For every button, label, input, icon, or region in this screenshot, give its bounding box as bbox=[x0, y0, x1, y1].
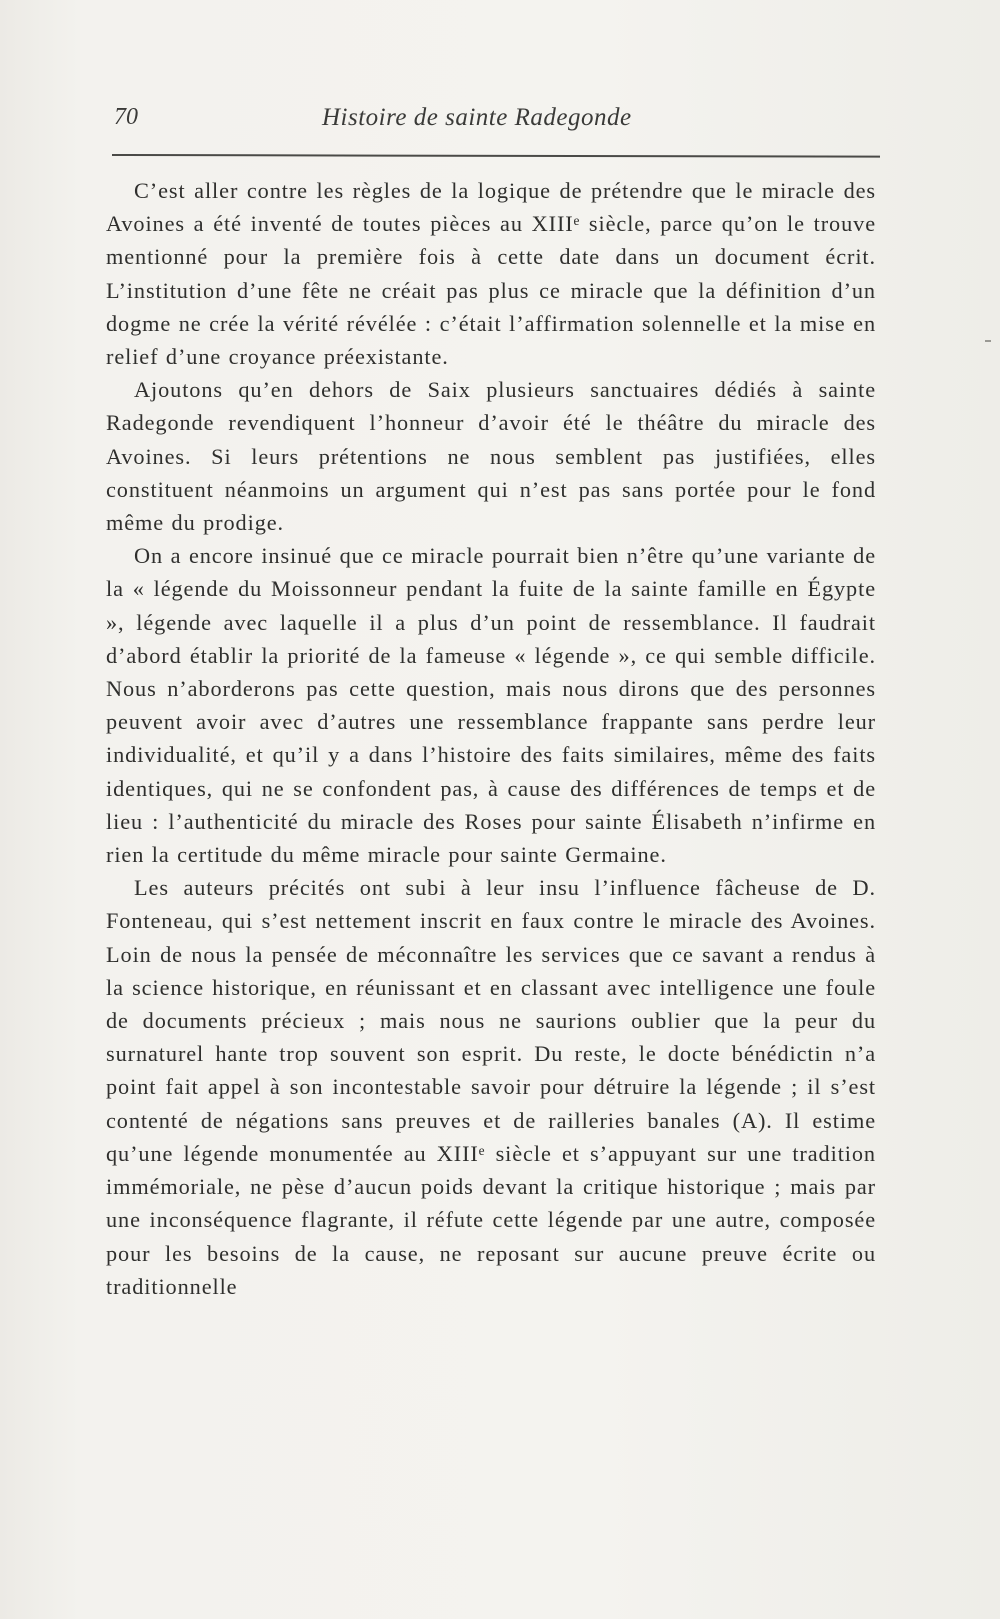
paragraph-legend-comparison: On a encore insinué que ce miracle pourrait bien n’être qu’une variante de la « légende du Moissonneur pendant la fuite de la sainte famille en Égypte », légende avec laquelle il a plus d’un point de ressemblance. Il faudrait d’abord établir la priorité de la fameuse « légende », ce qui semble difficile. Nous n’aborderons pas cette question, mais nous dirons que des personnes peuvent avoir avec d’autres une ressemblance frappante sans perdre leur individualité, et qu’il y a dans l’histoire des faits similaires, même des faits identiques, qui ne se confondent pas, à cause des différences de temps et de lieu : l’authenticité du miracle des Roses pour sainte Élisabeth n’infirme en rien la certitude du même miracle pour sainte Germaine. bbox=[106, 543, 876, 868]
margin-mark bbox=[985, 340, 991, 342]
body-text bbox=[106, 174, 876, 1303]
running-title: Histoire de sainte Radegonde bbox=[322, 104, 632, 131]
paragraph-fonteneau: Les auteurs précités ont subi à leur insu l’influence fâcheuse de D. Fonteneau, qui s’est nettement inscrit en faux contre le miracle des Avoines. Loin de nous la pensée de méconnaître les services que ce savant a rendus à la science historique, en réunissant et en classant avec intelligence une foule de documents précieux ; mais nous ne saurions oublier que la peur du surnaturel hante trop souvent son esprit. Du reste, le docte bénédictin n’a point fait appel à son incontestable savoir pour détruire la légende ; il s’est contenté de négations sans preuves et de railleries banales (A). Il estime qu’une légende monumentée au XIIIᵉ siècle et s’appuyant sur une tradition immémoriale, ne pèse d’aucun poids devant la critique historique ; mais par une inconséquence flagrante, il réfute cette légende par une autre, composée pour les besoins de la cause, ne reposant sur aucune preuve écrite ou traditionnelle bbox=[106, 875, 876, 1299]
paragraph-logic: C’est aller contre les règles de la logique de prétendre que le miracle des Avoines a été inventé de toutes pièces au XIIIᵉ siècle, parce qu’on le trouve mentionné pour la première fois à cette date dans un document écrit. L’institution d’une fête ne créait pas plus ce miracle que la définition d’un dogme ne crée la vérité révélée : c’était l’affirmation solennelle et la mise en relief d’une croyance préexistante. bbox=[106, 178, 876, 370]
paragraph-sanctuaries: Ajoutons qu’en dehors de Saix plusieurs sanctuaires dédiés à sainte Radegonde revendiquent l’honneur d’avoir été le théâtre du miracle des Avoines. Si leurs prétentions ne nous semblent pas justifiées, elles constituent néanmoins un argument qui n’est pas sans portée pour le fond même du prodige. bbox=[106, 377, 876, 536]
header-rule bbox=[112, 154, 880, 158]
page-header bbox=[112, 100, 882, 140]
page-number: 70 bbox=[114, 104, 138, 130]
